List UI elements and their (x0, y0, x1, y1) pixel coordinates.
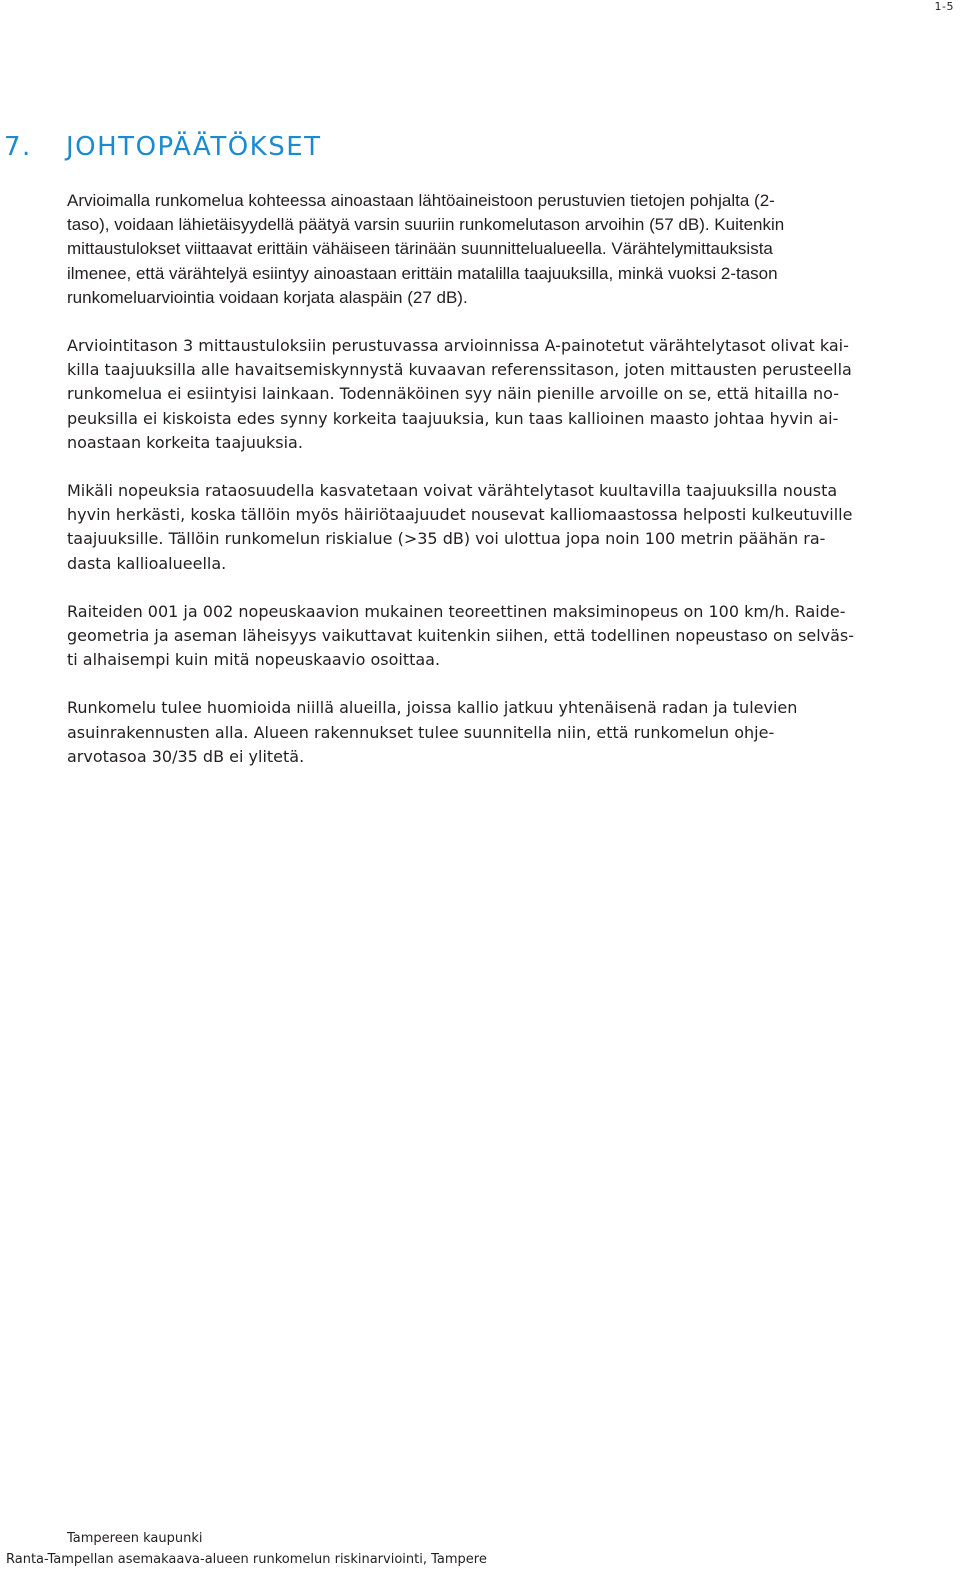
paragraph-5 (67, 696, 957, 769)
paragraph-line: asuinrakennusten alla. Alueen rakennukset tulee suunnitella niin, että runkomelun ohje- (67, 722, 775, 742)
paragraph-line: ilmenee, että värähtelyä esiintyy ainoastaan erittäin matalilla taajuuksilla, minkä vuoksi 2-tason (67, 263, 778, 283)
paragraph-line: ti alhaisempi kuin mitä nopeuskaavio osoittaa. (67, 650, 441, 670)
page-footer (0, 1528, 960, 1570)
page-number: 1-5 (934, 0, 954, 13)
section-number: 7. (4, 132, 32, 162)
paragraph-line: geometria ja aseman läheisyys vaikuttavat kuitenkin siihen, että todellinen nopeustaso on selväs- (67, 626, 855, 646)
paragraph-line: noastaan korkeita taajuuksia. (67, 432, 303, 452)
paragraph-line: killa taajuuksilla alle havaitsemiskynnystä kuvaavan referenssitason, joten mittausten perusteella (67, 360, 852, 380)
paragraph-line: Mikäli nopeuksia rataosuudella kasvatetaan voivat värähtelytasot kuultavilla taajuuksilla nousta (67, 481, 838, 501)
paragraph-line: arvotasoa 30/35 dB ei ylitetä. (67, 746, 305, 766)
paragraph-line: taajuuksille. Tällöin runkomelun riskialue (>35 dB) voi ulottua jopa noin 100 metrin päähän ra- (67, 529, 826, 549)
paragraph-line: runkomelua ei esiintyisi lainkaan. Todennäköinen syy näin pienille arvoille on se, että hitailla no- (67, 384, 839, 404)
paragraph-1 (67, 189, 957, 310)
paragraph-3 (67, 479, 957, 576)
paragraph-line: Arvioimalla runkomelua kohteessa ainoastaan lähtöaineistoon perustuvien tietojen pohjalta (2- (67, 191, 775, 210)
paragraph-line: runkomeluarviointia voidaan korjata alaspäin (27 dB). (67, 287, 468, 307)
paragraph-line: mittaustulokset viittaavat erittäin vähäiseen tärinään suunnittelualueella. Värähtelymittauksista (67, 239, 773, 259)
section-heading (4, 132, 322, 162)
section-title: JOHTOPÄÄTÖKSET (66, 132, 322, 162)
footer-document-title: Ranta-Tampellan asemakaava-alueen runkomelun riskinarviointi, Tampere (6, 1552, 487, 1567)
paragraph-line: hyvin herkästi, koska tällöin myös häiriötaajuudet nousevat kalliomaastossa helposti kulkeutuville (67, 505, 853, 525)
paragraph-4 (67, 600, 957, 673)
paragraph-line: Runkomelu tulee huomioida niillä alueilla, joissa kallio jatkuu yhtenäisenä radan ja tulevien (67, 698, 798, 718)
paragraph-line: peuksilla ei kiskoista edes synny korkeita taajuuksia, kun taas kallioinen maasto johtaa hyvin ai- (67, 408, 839, 428)
document-body (67, 189, 957, 793)
paragraph-2 (67, 334, 957, 455)
paragraph-line: dasta kallioalueella. (67, 553, 227, 573)
paragraph-line: Arviointitason 3 mittaustuloksiin perustuvassa arvioinnissa A-painotetut värähtelytasot olivat kai- (67, 336, 849, 356)
footer-organization: Tampereen kaupunki (67, 1531, 203, 1546)
paragraph-line: taso), voidaan lähietäisyydellä päätyä varsin suuriin runkomelutason arvoihin (57 dB). Kuitenkin (67, 215, 785, 235)
paragraph-line: Raiteiden 001 ja 002 nopeuskaavion mukainen teoreettinen maksiminopeus on 100 km/h. Raide- (67, 601, 846, 621)
